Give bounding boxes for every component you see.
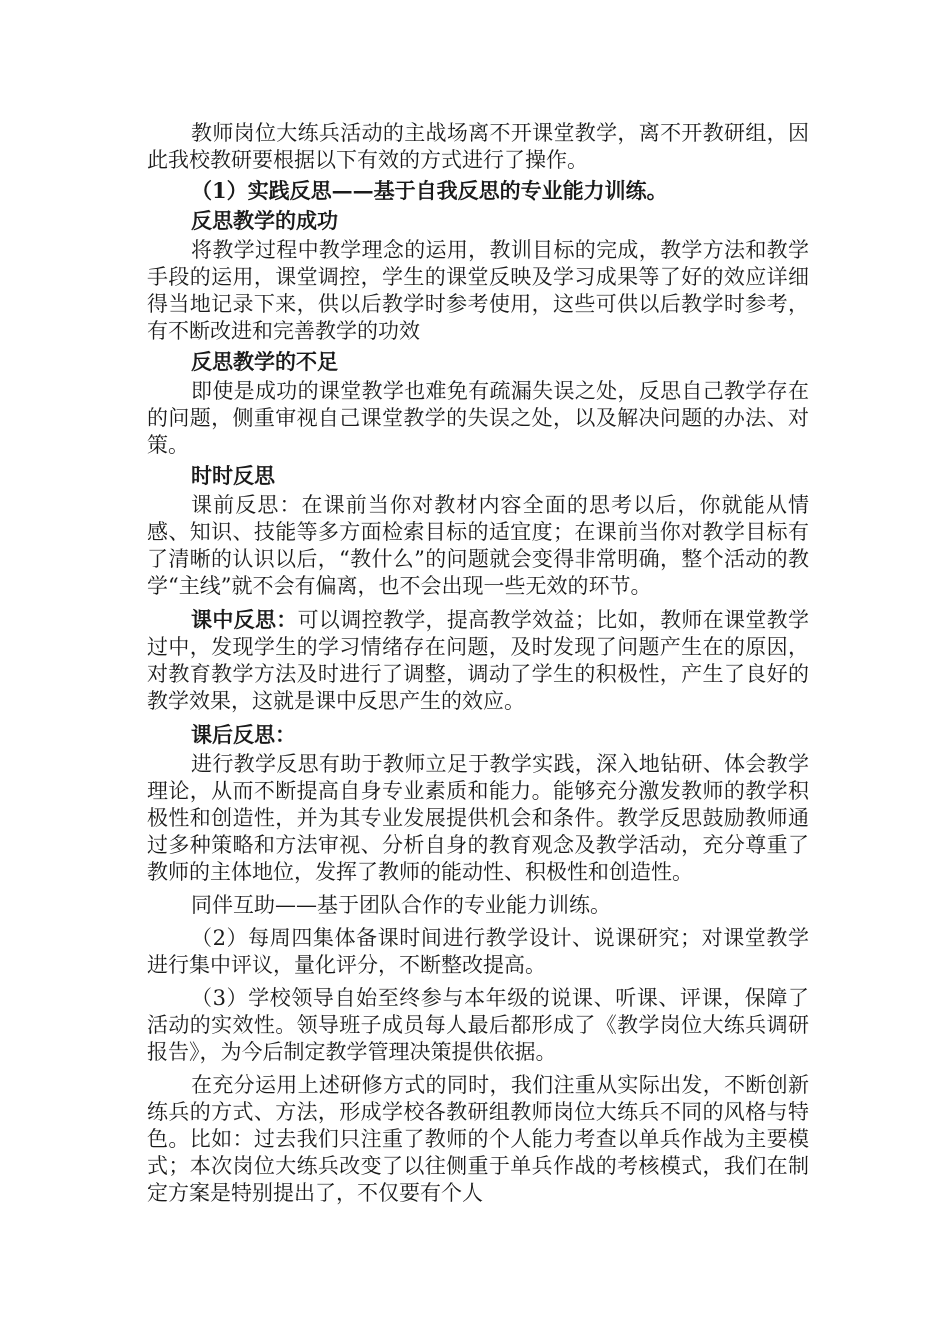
during-class-body: 可以调控教学，提高教学效益；比如，教师在课堂教学过中，发现学生的学习情绪存在问题，及时发现了问题产生在的原因，对教育教学方法及时进行了调整，调动了学生的积极性，产生了良好的教学效果，这就是课中反思产生的效应。 <box>147 608 810 713</box>
peer-help-paragraph: 同伴互助——基于团队合作的专业能力训练。 <box>191 893 611 917</box>
after-class-heading: 课后反思： <box>191 722 296 747</box>
before-class-paragraph: 课前反思：在课前当你对教材内容全面的思考以后，你就能从情感、知识、技能等多方面检索目标的适宜度；在课前当你对教学目标有了清晰的认识以后，“教什么”的问题就会变得非常明确，整个活动的教学“主线”就不会有偏离，也不会出现一些无效的环节。 <box>147 493 809 598</box>
item-3-paragraph: （3）学校领导自始至终参与本年级的说课、听课、评课，保障了活动的实效性。领导班子成员每人最后都形成了《教学岗位大练兵调研报告》，为今后制定教学管理决策提供依据。 <box>147 986 809 1064</box>
shortfall-heading: 反思教学的不足 <box>191 349 338 374</box>
document-page <box>147 120 809 1207</box>
timely-heading: 时时反思 <box>191 463 275 488</box>
success-paragraph: 将教学过程中教学理念的运用，教训目标的完成，教学方法和教学手段的运用，课堂调控，学生的课堂反映及学习成果等了好的效应详细得当地记录下来，供以后教学时参考使用，这些可供以后教学时参考，有不断改进和完善教学的功效 <box>147 238 809 343</box>
after-class-paragraph: 进行教学反思有助于教师立足于教学实践，深入地钻研、体会教学理论，从而不断提高自身专业素质和能力。能够充分激发教师的教学积极性和创造性，并为其专业发展提供机会和条件。教学反思鼓励教师通过多种策略和方法审视、分析自身的教育观念及教学活动，充分尊重了教师的主体地位，发挥了教师的能动性、积极性和创造性。 <box>147 752 809 884</box>
closing-paragraph: 在充分运用上述研修方式的同时，我们注重从实际出发，不断创新练兵的方式、方法，形成学校各教研组教师岗位大练兵不同的风格与特色。比如：过去我们只注重了教师的个人能力考查以单兵作战为主要模式；本次岗位大练兵改变了以往侧重于单兵作战的考核模式，我们在制定方案是特别提出了，不仅要有个人 <box>147 1073 809 1205</box>
shortfall-paragraph: 即使是成功的课堂教学也难免有疏漏失误之处，反思自己教学存在的问题，侧重审视自己课堂教学的失误之处，以及解决问题的办法、对策。 <box>147 379 809 457</box>
item-2-paragraph: （2）每周四集体备课时间进行教学设计、说课研究；对课堂教学进行集中评议，量化评分，不断整改提高。 <box>147 926 809 977</box>
section-1-heading: （1）实践反思——基于自我反思的专业能力训练。 <box>191 178 668 203</box>
during-class-label: 课中反思： <box>191 607 298 632</box>
success-heading: 反思教学的成功 <box>191 208 338 233</box>
during-class-paragraph <box>147 606 809 715</box>
intro-paragraph: 教师岗位大练兵活动的主战场离不开课堂教学，离不开教研组，因此我校教研要根据以下有效的方式进行了操作。 <box>147 121 809 172</box>
